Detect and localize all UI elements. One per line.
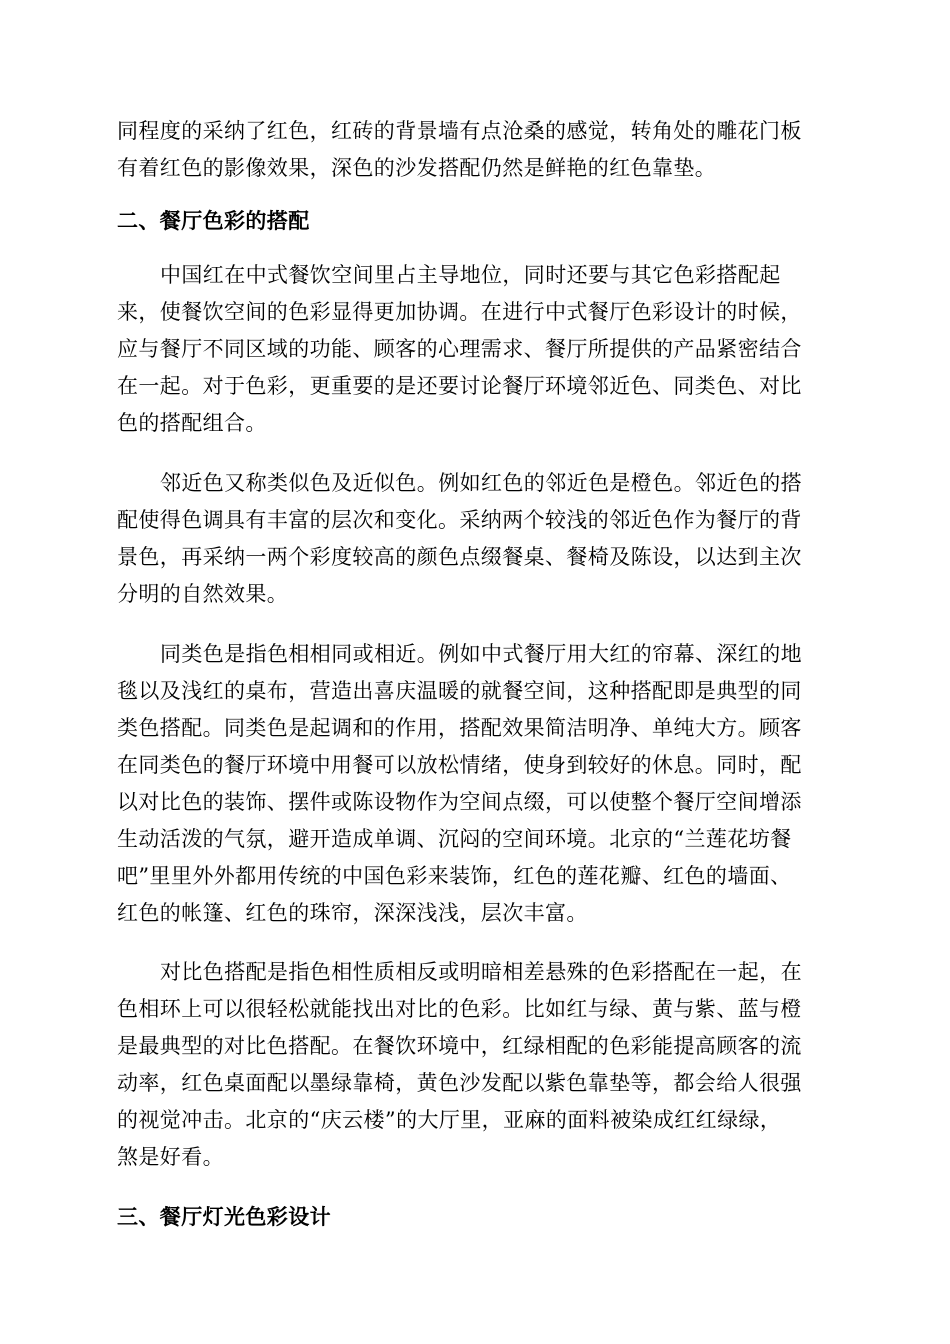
paragraph-line: 色的搭配组合。 [117,411,267,435]
section-heading: 二、餐厅色彩的搭配 [117,208,310,233]
section-heading: 三、餐厅灯光色彩设计 [117,1204,331,1229]
paragraph-line: 毯以及浅红的桌布，营造出喜庆温暖的就餐空间，这种搭配即是典型的同 [117,679,802,703]
paragraph-line: 中国红在中式餐饮空间里占主导地位，同时还要与其它色彩搭配起 [160,263,781,287]
paragraph-line: 在一起。对于色彩，更重要的是还要讨论餐厅环境邻近色、同类色、对比 [117,374,802,398]
paragraph-line: 景色，再采纳一两个彩度较高的颜色点缀餐桌、餐椅及陈设，以达到主次 [117,545,802,569]
paragraph-line: 有着红色的影像效果，深色的沙发搭配仍然是鲜艳的红色靠垫。 [117,156,717,180]
paragraph-line: 吧”里里外外都用传统的中国色彩来装饰，红色的莲花瓣、红色的墙面、 [117,864,792,888]
paragraph-line: 在同类色的餐厅环境中用餐可以放松情绪，使身到较好的休息。同时，配 [117,753,802,777]
paragraph-line: 的视觉冲击。北京的“庆云楼”的大厅里，亚麻的面料被染成红红绿绿， [117,1108,782,1132]
paragraph-line: 同程度的采纳了红色，红砖的背景墙有点沧桑的感觉，转角处的雕花门板 [117,119,802,143]
paragraph-line: 分明的自然效果。 [117,582,289,606]
paragraph-line: 邻近色又称类似色及近似色。例如红色的邻近色是橙色。邻近色的搭 [160,471,802,495]
paragraph-line: 来，使餐饮空间的色彩显得更加协调。在进行中式餐厅色彩设计的时候， [117,300,802,324]
paragraph-line: 类色搭配。同类色是起调和的作用，搭配效果简洁明净、单纯大方。顾客 [117,716,802,740]
paragraph-line: 配使得色调具有丰富的层次和变化。采纳两个较浅的邻近色作为餐厅的背 [117,508,802,532]
paragraph-line: 生动活泼的气氛，避开造成单调、沉闷的空间环境。北京的“兰莲花坊餐 [117,827,792,851]
paragraph-line: 同类色是指色相相同或相近。例如中式餐厅用大红的帘幕、深红的地 [160,642,802,666]
paragraph-line: 是最典型的对比色搭配。在餐饮环境中，红绿相配的色彩能提高顾客的流 [117,1034,802,1058]
paragraph-line: 动率，红色桌面配以墨绿靠椅，黄色沙发配以紫色靠垫等，都会给人很强 [117,1071,802,1095]
paragraph-line: 色相环上可以很轻松就能找出对比的色彩。比如红与绿、黄与紫、蓝与橙 [117,997,802,1021]
paragraph-line: 对比色搭配是指色相性质相反或明暗相差悬殊的色彩搭配在一起，在 [160,960,802,984]
paragraph-line: 应与餐厅不同区域的功能、顾客的心理需求、餐厅所提供的产品紧密结合 [117,337,802,361]
paragraph-line: 煞是好看。 [117,1145,224,1169]
paragraph-line: 红色的帐篷、红色的珠帘，深深浅浅，层次丰富。 [117,901,588,925]
paragraph-line: 以对比色的装饰、摆件或陈设物作为空间点缀，可以使整个餐厅空间增添 [117,790,802,814]
